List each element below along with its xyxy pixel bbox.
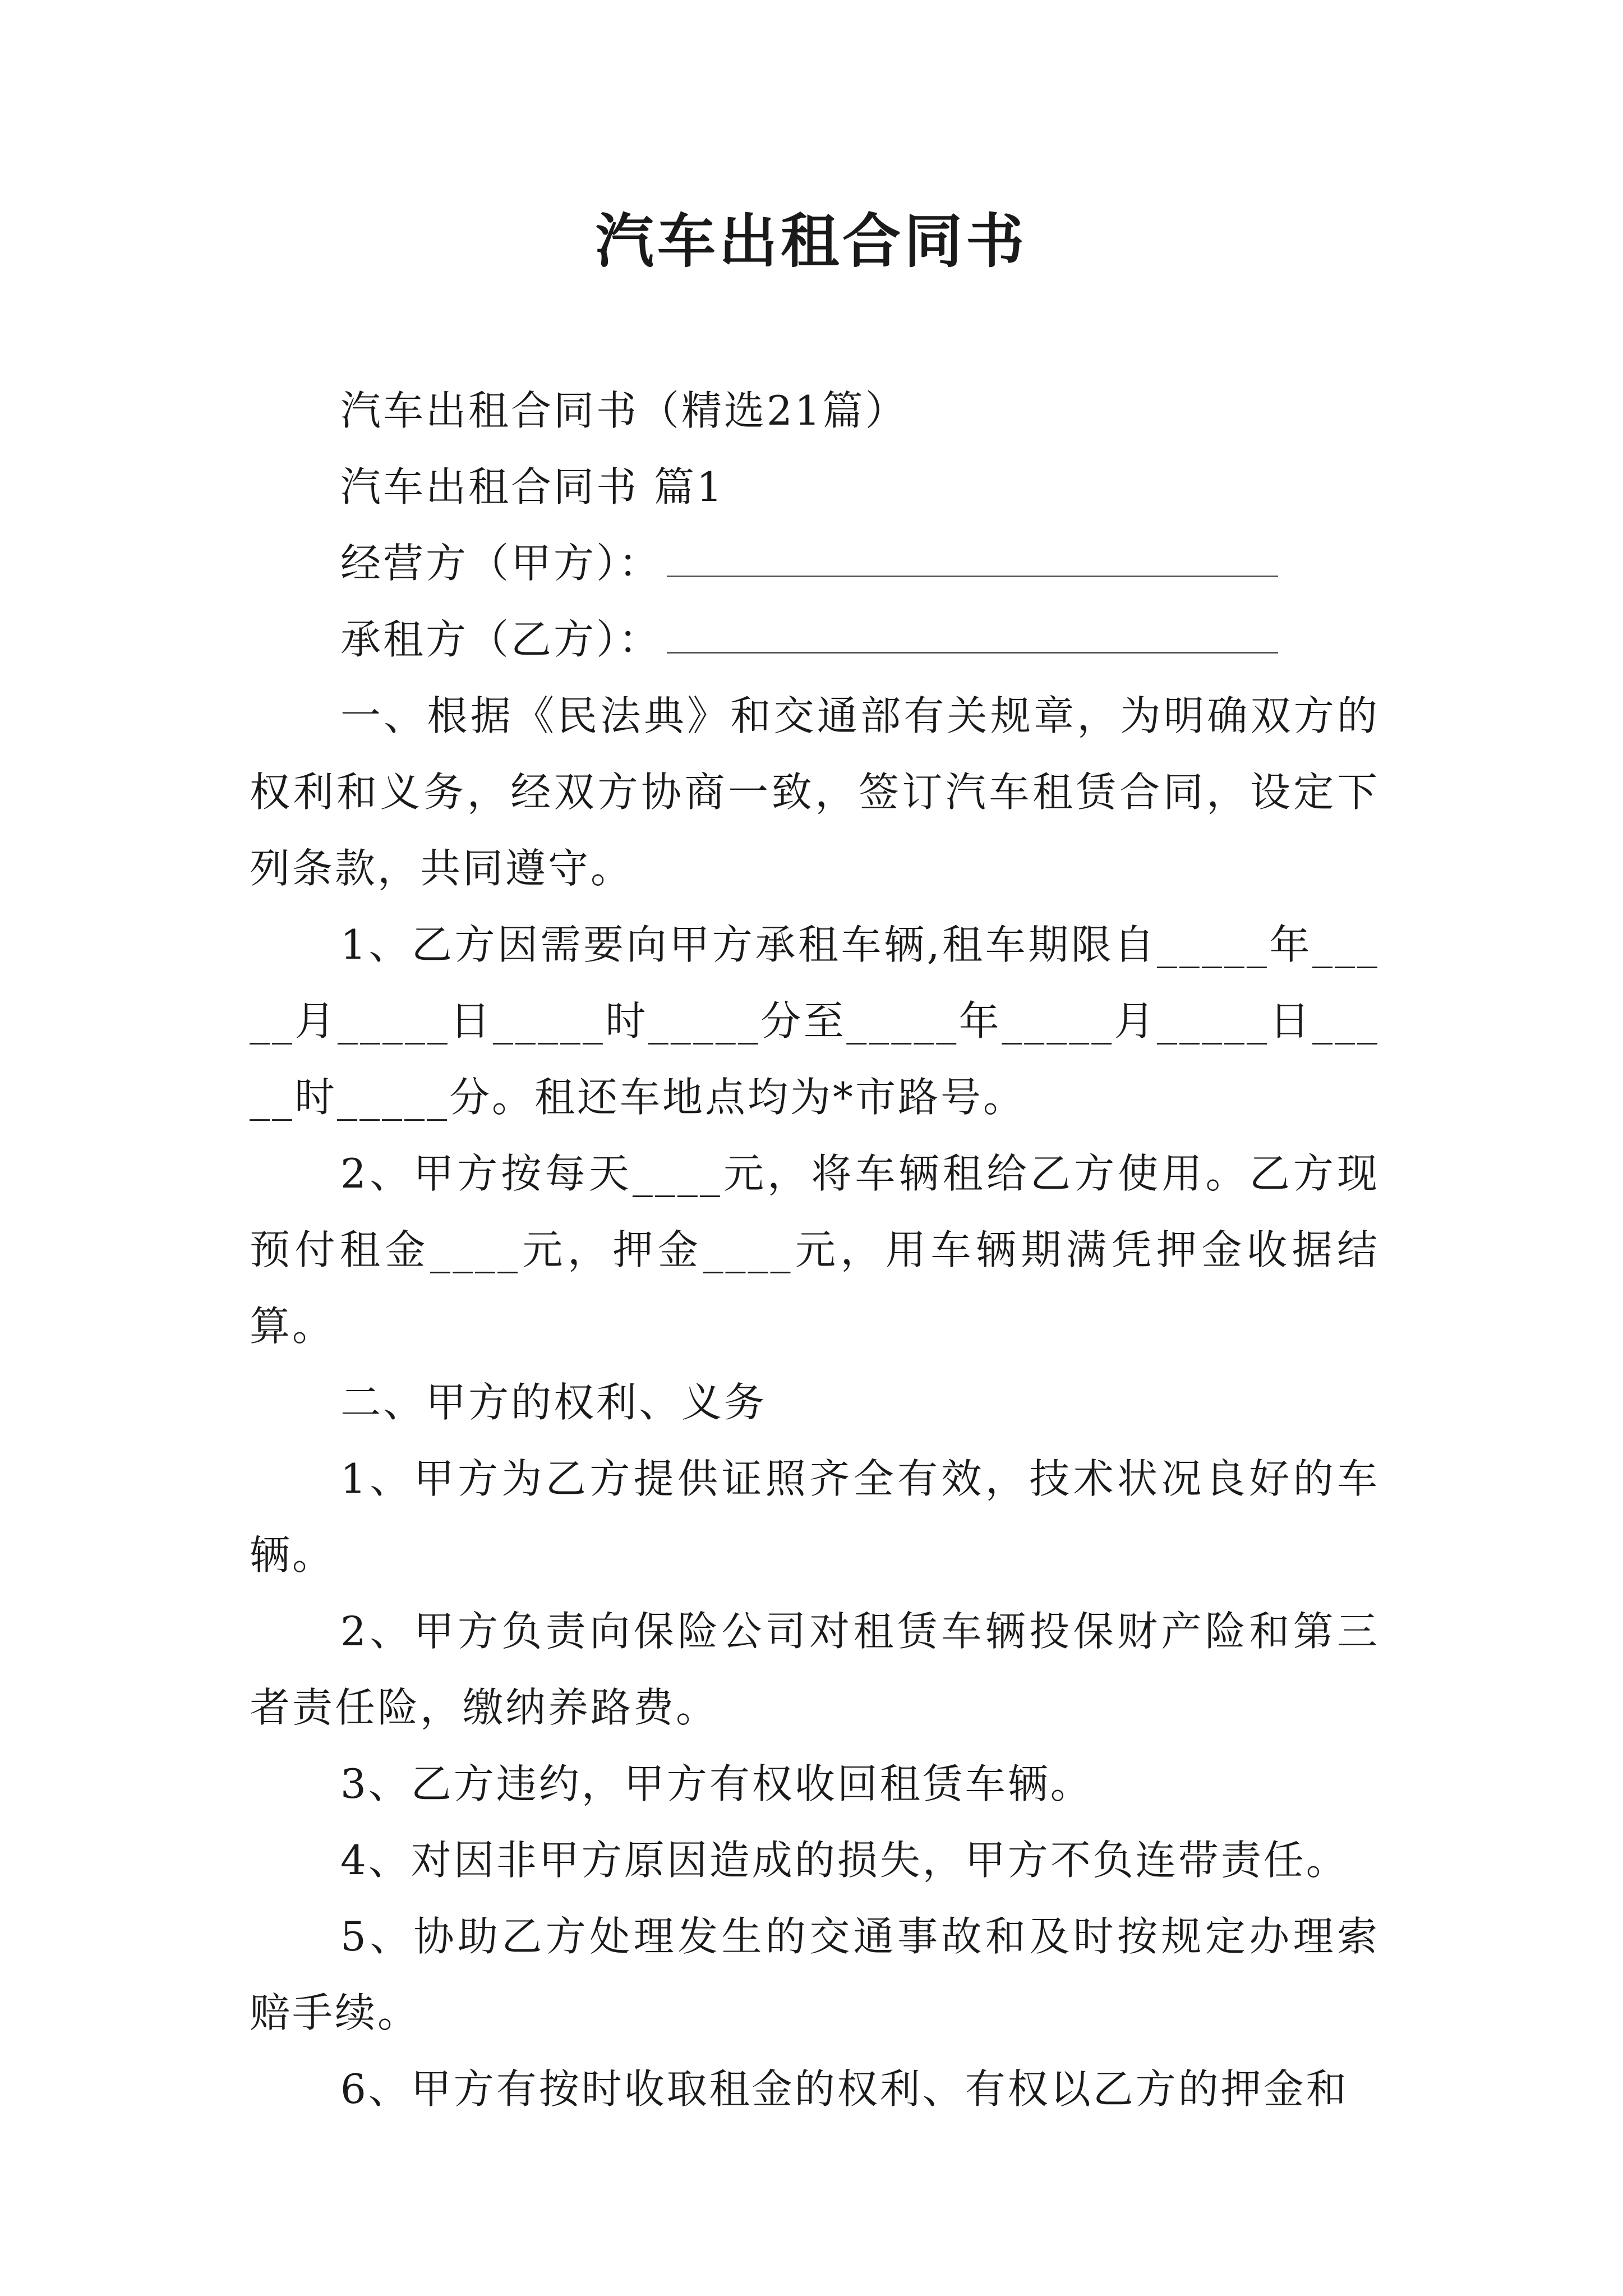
paragraph-section-heading: 汽车出租合同书 篇1 <box>340 463 725 510</box>
paragraph-party-a-item-4: 4、对因非甲方原因造成的损失，甲方不负连带责任。 <box>340 1837 1349 1884</box>
document-title: 汽车出租合同书 <box>595 206 1027 275</box>
paragraph-party-a-item-1: 1、甲方为乙方提供证照齐全有效，技术状况良好的车辆。 <box>250 1455 1380 1579</box>
party-a-label: 经营方（甲方）： <box>340 540 662 587</box>
party-b-field <box>250 601 1380 678</box>
paragraph-party-a-item-6: 6、甲方有按时收取租金的权利、有权以乙方的押金和 <box>340 2065 1349 2113</box>
party-b-label: 承租方（乙方）： <box>340 616 662 663</box>
paragraph-party-a-item-2: 2、甲方负责向保险公司对租赁车辆投保财产险和第三者责任险，缴纳养路费。 <box>250 1608 1380 1731</box>
paragraph-clause-intro: 一、根据《民法典》和交通部有关规章，为明确双方的权利和义务，经双方协商一致，签订汽车租赁合同，设定下列条款，共同遵守。 <box>250 692 1380 892</box>
paragraph-party-a-item-5: 5、协助乙方处理发生的交通事故和及时按规定办理索赔手续。 <box>250 1913 1380 2036</box>
party-a-blank-line <box>667 540 1278 577</box>
party-a-field <box>250 525 1380 601</box>
paragraph-rental-period: 1、乙方因需要向甲方承租车辆,租车期限自_____年_____月_____日_____时_____分至_____年_____月_____日_____时_____分。租还车地点均为*市路号。 <box>250 921 1380 1121</box>
document-body <box>250 372 1380 2127</box>
paragraph-rental-fee: 2、甲方按每天____元，将车辆租给乙方使用。乙方现预付租金____元，押金____元，用车辆期满凭押金收据结算。 <box>250 1150 1380 1350</box>
paragraph-subtitle: 汽车出租合同书（精选21篇） <box>340 387 908 434</box>
paragraph-party-a-heading: 二、甲方的权利、义务 <box>340 1379 767 1426</box>
paragraph-party-a-item-3: 3、乙方违约，甲方有权收回租赁车辆。 <box>340 1760 1093 1807</box>
party-b-blank-line <box>667 616 1278 654</box>
